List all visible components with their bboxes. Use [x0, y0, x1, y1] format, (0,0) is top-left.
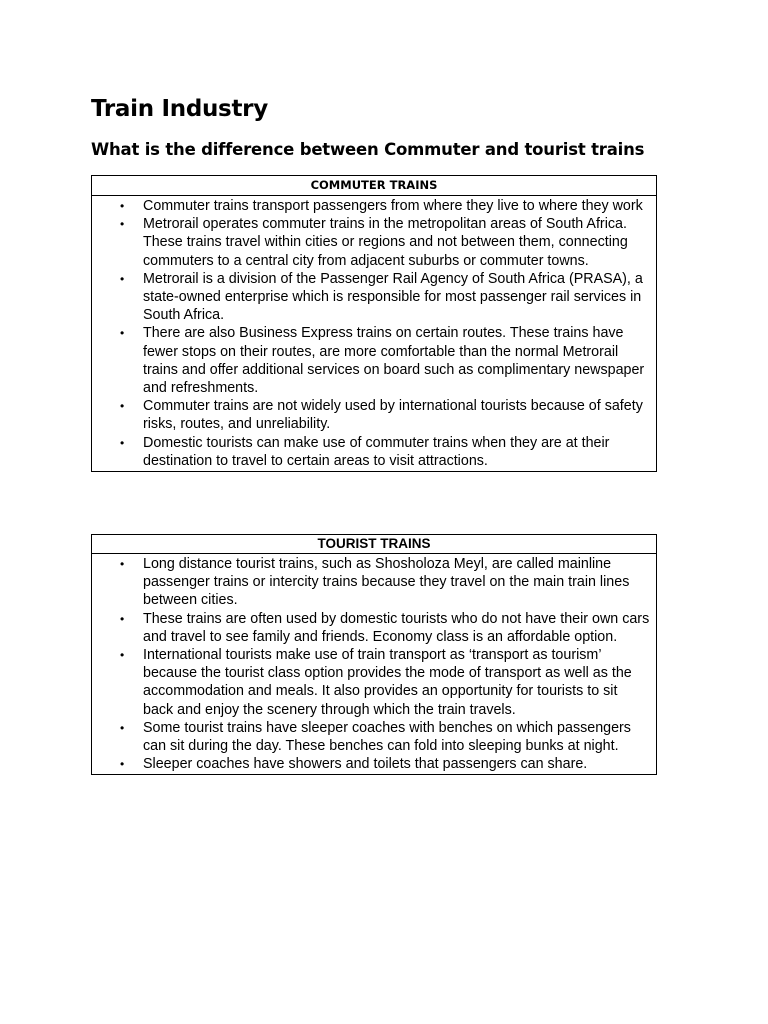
- bullet-icon: •: [120, 199, 125, 213]
- list-item-text: International tourists make use of train transport as ‘transport as tourism’ because the tourist class option provides the mode of transport as well as the accommodation and meals. It also provides an opportunity for tourists to sit back and enjoy the scenery through which the train travels.: [143, 647, 632, 718]
- bullet-icon: •: [120, 557, 125, 571]
- list-item: [92, 215, 650, 270]
- page-subtitle: What is the difference between Commuter and tourist trains: [91, 140, 645, 159]
- list-item-text: These trains are often used by domestic tourists who do not have their own cars and travel to see family and friends. Economy class is an affordable option.: [143, 610, 650, 645]
- list-item: [92, 646, 650, 719]
- list-item: [92, 610, 650, 646]
- tourist-trains-list: [92, 554, 656, 774]
- list-item-text: Some tourist trains have sleeper coaches with benches on which passengers can sit during the day. These benches can fold into sleeping bunks at night.: [143, 719, 631, 755]
- bullet-icon: •: [120, 399, 125, 414]
- list-item: [92, 270, 650, 325]
- list-item-text: Metrorail is a division of the Passenger Rail Agency of South Africa (PRASA), a state-owned enterprise which is responsible for most passenger rail services in South Africa.: [143, 270, 643, 324]
- bullet-icon: •: [120, 648, 125, 663]
- list-item-text: Long distance tourist trains, such as Shosholoza Meyl, are called mainline passenger trains or intercity trains because they travel on the main train lines between cities.: [143, 556, 630, 609]
- bullet-icon: •: [120, 757, 125, 772]
- list-item: [92, 755, 650, 773]
- list-item-text: Domestic tourists can make use of commuter trains when they are at their destination to travel to certain areas to visit attractions.: [143, 434, 610, 469]
- list-item: [92, 719, 650, 755]
- list-item-text: Commuter trains transport passengers from where they live to where they work: [143, 198, 643, 214]
- bullet-icon: •: [120, 326, 125, 341]
- list-item: [92, 555, 650, 610]
- commuter-trains-table: [91, 175, 657, 472]
- list-item: [92, 197, 650, 215]
- tourist-trains-table: [91, 534, 657, 775]
- bullet-icon: •: [120, 720, 125, 735]
- bullet-icon: •: [120, 271, 125, 286]
- list-item-text: There are also Business Express trains on certain routes. These trains have fewer stops on their routes, are more comfortable than the normal Metrorail trains and offer additional services on board such as complimentary newspaper and refreshments.: [143, 325, 645, 397]
- commuter-trains-header: COMMUTER TRAINS: [92, 176, 656, 196]
- tourist-trains-header: TOURIST TRAINS: [92, 535, 656, 554]
- list-item: [92, 324, 650, 397]
- bullet-icon: •: [120, 217, 125, 232]
- bullet-icon: •: [120, 611, 125, 626]
- commuter-trains-list: [92, 196, 656, 471]
- page-title: Train Industry: [91, 96, 268, 122]
- list-item-text: Sleeper coaches have showers and toilets that passengers can share.: [143, 756, 588, 773]
- list-item: [92, 397, 650, 433]
- bullet-icon: •: [120, 435, 125, 450]
- list-item: [92, 434, 650, 470]
- list-item-text: Metrorail operates commuter trains in the metropolitan areas of South Africa. These trains travel within cities or regions and not between them, connecting commuters to a central city from adjacent suburbs or commuter towns.: [143, 216, 628, 269]
- list-item-text: Commuter trains are not widely used by international tourists because of safety risks, routes, and unreliability.: [143, 398, 643, 433]
